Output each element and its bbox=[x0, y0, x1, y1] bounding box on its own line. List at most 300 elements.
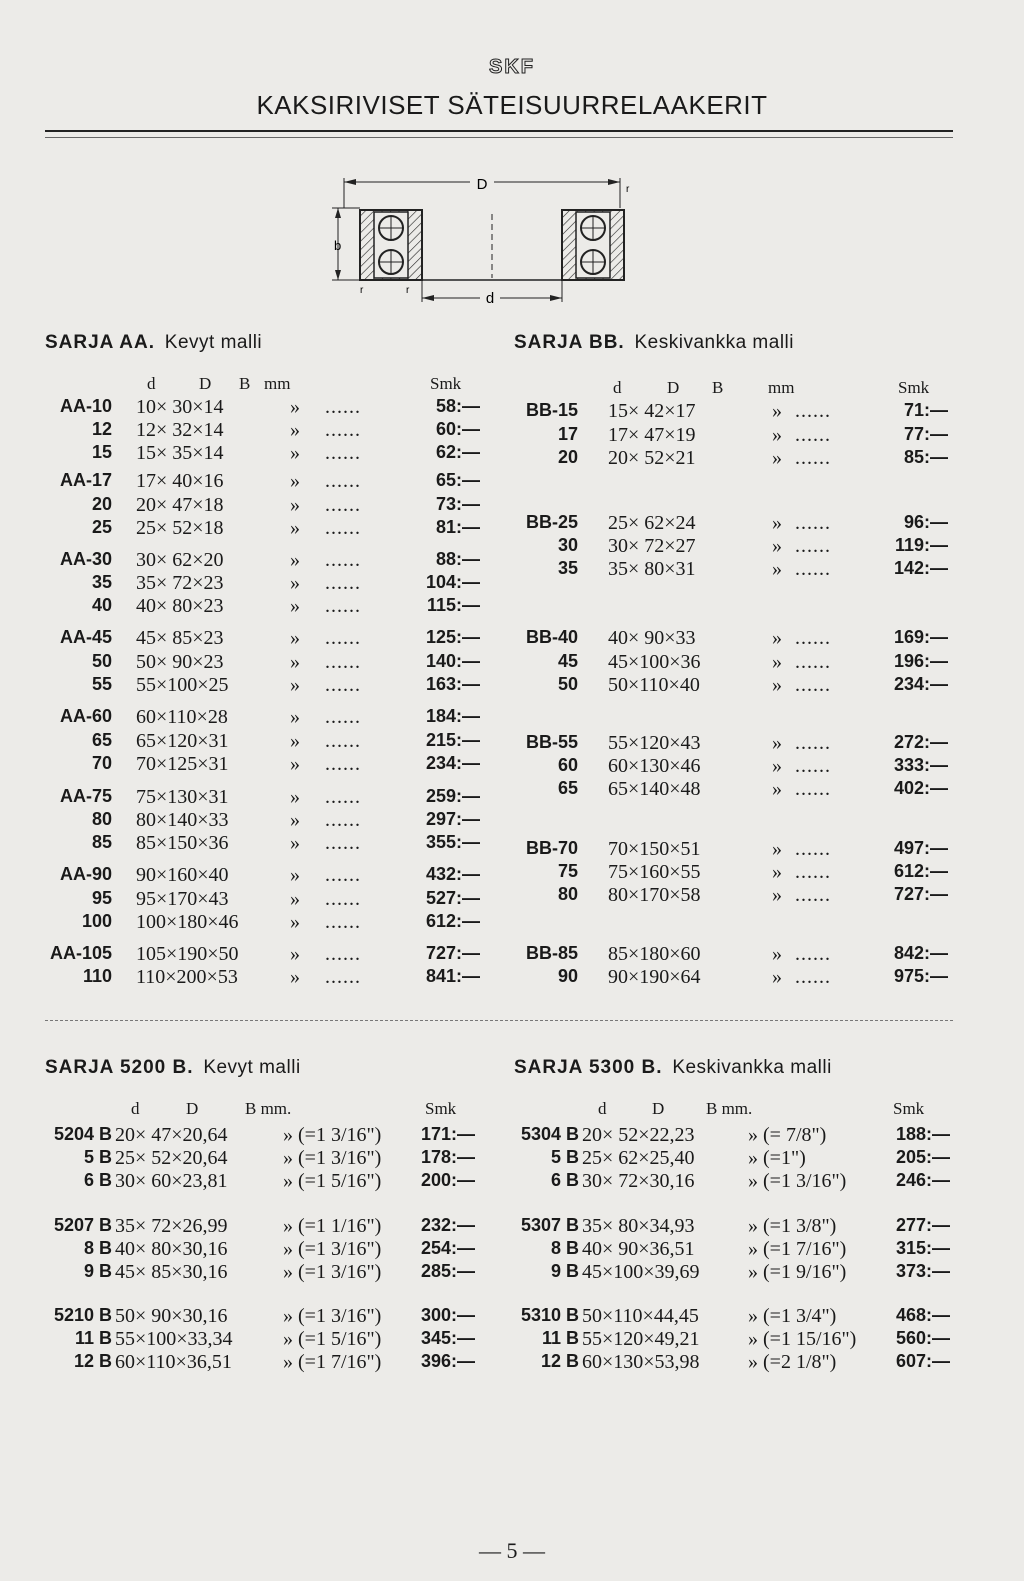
ditto-mark: » bbox=[290, 396, 300, 418]
price: 142:— bbox=[893, 558, 948, 578]
bearing-code: 6 B bbox=[550, 1170, 579, 1190]
leader-dots: ...... bbox=[325, 595, 361, 617]
ditto-mark: » bbox=[772, 884, 782, 906]
dimensions: 50× 90×23 bbox=[136, 651, 224, 673]
dimensions: 60×110×36,51 bbox=[115, 1351, 232, 1373]
bearing-code: AA-60 bbox=[59, 706, 112, 726]
dimensions: 90×190×64 bbox=[608, 966, 701, 988]
table-row bbox=[0, 1238, 1024, 1262]
ditto-mark: » bbox=[772, 651, 782, 673]
bearing-code: 8 B bbox=[83, 1238, 112, 1258]
dimensions: 35× 80×31 bbox=[608, 558, 696, 580]
ditto-mark: » bbox=[290, 730, 300, 752]
leader-dots: ...... bbox=[795, 755, 831, 777]
table-row bbox=[0, 911, 1024, 935]
inch-equivalent: » (=1 3/8") bbox=[748, 1215, 837, 1237]
price: 373:— bbox=[895, 1261, 950, 1281]
dimensions: 35× 72×26,99 bbox=[115, 1215, 228, 1237]
inch-equivalent: » (=1 3/16") bbox=[283, 1305, 382, 1327]
ditto-mark: » bbox=[290, 832, 300, 854]
inch-equivalent: » (=1 5/16") bbox=[283, 1170, 382, 1192]
page-number: — 5 — bbox=[479, 1538, 545, 1563]
bearing-code: 20 bbox=[557, 447, 578, 467]
leader-dots: ...... bbox=[325, 396, 361, 418]
leader-dots: ...... bbox=[325, 651, 361, 673]
bearing-code: 35 bbox=[557, 558, 578, 578]
dimensions: 25× 62×25,40 bbox=[582, 1147, 695, 1169]
table-row bbox=[0, 595, 1024, 619]
bearing-code: AA-30 bbox=[59, 549, 112, 569]
series-aa-code: SARJA AA. bbox=[45, 332, 155, 353]
ditto-mark: » bbox=[290, 911, 300, 933]
price: 396:— bbox=[420, 1351, 475, 1371]
5200-colhead-B: B mm. bbox=[245, 1099, 292, 1118]
dimensions: 110×200×53 bbox=[136, 966, 238, 988]
dimensions: 85×150×36 bbox=[136, 832, 229, 854]
bearing-code: 5204 B bbox=[53, 1124, 112, 1144]
bearing-code: 65 bbox=[557, 778, 578, 798]
dimensions: 55×120×43 bbox=[608, 732, 701, 754]
dimensions: 17× 47×19 bbox=[608, 424, 696, 446]
dimensions: 30× 62×20 bbox=[136, 549, 224, 571]
bearing-code: 9 B bbox=[83, 1261, 112, 1281]
ditto-mark: » bbox=[772, 861, 782, 883]
bearing-code: 25 bbox=[91, 517, 112, 537]
ditto-mark: » bbox=[290, 470, 300, 492]
skf-logo: SKF bbox=[489, 56, 535, 78]
bearing-code: BB-55 bbox=[525, 732, 578, 752]
leader-dots: ...... bbox=[795, 732, 831, 754]
price: 246:— bbox=[895, 1170, 950, 1190]
dimensions: 45×100×39,69 bbox=[582, 1261, 700, 1283]
leader-dots: ...... bbox=[325, 419, 361, 441]
label-outer-diameter: D bbox=[476, 178, 488, 193]
bearing-code: AA-10 bbox=[59, 396, 112, 416]
table-row bbox=[0, 861, 1024, 885]
5300-colhead-d: d bbox=[598, 1099, 607, 1118]
dimensions: 90×160×40 bbox=[136, 864, 229, 886]
price: 200:— bbox=[420, 1170, 475, 1190]
series-5200-code: SARJA 5200 B. bbox=[45, 1057, 194, 1078]
inch-equivalent: » (= 7/8") bbox=[748, 1124, 827, 1146]
bearing-code: 15 bbox=[91, 442, 112, 462]
price: 297:— bbox=[425, 809, 480, 829]
bearing-code: 12 bbox=[91, 419, 112, 439]
5200-colhead-d: d bbox=[131, 1099, 140, 1118]
table-row bbox=[0, 809, 1024, 833]
inch-equivalent: » (=1 3/16") bbox=[283, 1238, 382, 1260]
dimensions: 65×140×48 bbox=[608, 778, 701, 800]
dimensions: 20× 52×21 bbox=[608, 447, 696, 469]
price: 333:— bbox=[893, 755, 948, 775]
inch-equivalent: » (=2 1/8") bbox=[748, 1351, 837, 1373]
series-5300-subtitle: Keskivankka malli bbox=[672, 1057, 832, 1078]
price: 196:— bbox=[893, 651, 948, 671]
table-row bbox=[0, 706, 1024, 730]
bearing-code: 110 bbox=[82, 966, 112, 986]
dimensions: 45× 85×30,16 bbox=[115, 1261, 228, 1283]
dimensions: 70×150×51 bbox=[608, 838, 701, 860]
leader-dots: ...... bbox=[795, 424, 831, 446]
bearing-code: 12 B bbox=[73, 1351, 112, 1371]
ditto-mark: » bbox=[290, 494, 300, 516]
table-row bbox=[0, 1261, 1024, 1285]
leader-dots: ...... bbox=[325, 549, 361, 571]
inch-equivalent: » (=1 3/4") bbox=[748, 1305, 837, 1327]
bb-colhead-unit: mm bbox=[768, 378, 795, 397]
leader-dots: ...... bbox=[795, 651, 831, 673]
price: 62:— bbox=[435, 442, 480, 462]
dimensions: 17× 40×16 bbox=[136, 470, 224, 492]
table-row bbox=[0, 424, 1024, 448]
5300-colhead-D: D bbox=[652, 1099, 665, 1118]
price: 432:— bbox=[425, 864, 480, 884]
bearing-code: 12 B bbox=[540, 1351, 579, 1371]
label-radius-right: r bbox=[626, 184, 630, 195]
dimensions: 25× 52×18 bbox=[136, 517, 224, 539]
leader-dots: ...... bbox=[795, 400, 831, 422]
price: 96:— bbox=[903, 512, 948, 532]
leader-dots: ...... bbox=[325, 911, 361, 933]
inch-equivalent: » (=1 3/16") bbox=[748, 1170, 847, 1192]
ditto-mark: » bbox=[290, 517, 300, 539]
price: 612:— bbox=[893, 861, 948, 881]
series-bb-code: SARJA BB. bbox=[514, 332, 625, 353]
ditto-mark: » bbox=[772, 778, 782, 800]
title-rule bbox=[45, 130, 953, 132]
table-row bbox=[0, 1328, 1024, 1352]
table-row bbox=[0, 400, 1024, 424]
table-row bbox=[0, 732, 1024, 756]
bearing-code: 80 bbox=[91, 809, 112, 829]
bearing-code: 30 bbox=[557, 535, 578, 555]
ditto-mark: » bbox=[772, 512, 782, 534]
5300-colhead-currency: Smk bbox=[893, 1099, 925, 1118]
dimensions: 20× 47×18 bbox=[136, 494, 224, 516]
price: 163:— bbox=[425, 674, 480, 694]
leader-dots: ...... bbox=[795, 512, 831, 534]
price: 497:— bbox=[893, 838, 948, 858]
inch-equivalent: » (=1 7/16") bbox=[283, 1351, 382, 1373]
ditto-mark: » bbox=[290, 786, 300, 808]
bearing-code: 90 bbox=[557, 966, 578, 986]
leader-dots: ...... bbox=[795, 861, 831, 883]
series-5300-code: SARJA 5300 B. bbox=[514, 1057, 663, 1078]
table-row bbox=[0, 535, 1024, 559]
leader-dots: ...... bbox=[795, 778, 831, 800]
ditto-mark: » bbox=[290, 549, 300, 571]
price: 188:— bbox=[895, 1124, 950, 1144]
bearing-code: 50 bbox=[557, 674, 578, 694]
bearing-code: 35 bbox=[91, 572, 112, 592]
dimensions: 25× 52×20,64 bbox=[115, 1147, 228, 1169]
5200-colhead-D: D bbox=[186, 1099, 199, 1118]
price: 73:— bbox=[435, 494, 480, 514]
dimensions: 35× 80×34,93 bbox=[582, 1215, 695, 1237]
price: 842:— bbox=[893, 943, 948, 963]
ditto-mark: » bbox=[772, 943, 782, 965]
dimensions: 25× 62×24 bbox=[608, 512, 696, 534]
leader-dots: ...... bbox=[325, 706, 361, 728]
price: 272:— bbox=[893, 732, 948, 752]
price: 527:— bbox=[425, 888, 480, 908]
ditto-mark: » bbox=[290, 864, 300, 886]
leader-dots: ...... bbox=[325, 832, 361, 854]
leader-dots: ...... bbox=[325, 730, 361, 752]
leader-dots: ...... bbox=[325, 966, 361, 988]
leader-dots: ...... bbox=[795, 558, 831, 580]
price: 727:— bbox=[425, 943, 480, 963]
label-radius-left: r bbox=[360, 285, 364, 296]
ditto-mark: » bbox=[290, 809, 300, 831]
price: 612:— bbox=[425, 911, 480, 931]
price: 285:— bbox=[420, 1261, 475, 1281]
dimensions: 45× 85×23 bbox=[136, 627, 224, 649]
bearing-code: AA-90 bbox=[59, 864, 112, 884]
dimensions: 105×190×50 bbox=[136, 943, 239, 965]
dimensions: 75×160×55 bbox=[608, 861, 701, 883]
dimensions: 55×100×25 bbox=[136, 674, 229, 696]
price: 115:— bbox=[426, 595, 480, 615]
price: 81:— bbox=[435, 517, 480, 537]
price: 178:— bbox=[420, 1147, 475, 1167]
bb-colhead-d: d bbox=[613, 378, 622, 397]
ditto-mark: » bbox=[772, 627, 782, 649]
table-row bbox=[0, 470, 1024, 494]
leader-dots: ...... bbox=[325, 864, 361, 886]
table-row bbox=[0, 943, 1024, 967]
table-row bbox=[0, 674, 1024, 698]
ditto-mark: » bbox=[290, 674, 300, 696]
bearing-code: 5210 B bbox=[53, 1305, 112, 1325]
leader-dots: ...... bbox=[795, 447, 831, 469]
bearing-code: AA-17 bbox=[59, 470, 112, 490]
inch-equivalent: » (=1 5/16") bbox=[283, 1328, 382, 1350]
ditto-mark: » bbox=[772, 838, 782, 860]
label-width: b bbox=[334, 238, 342, 253]
bearing-code: 65 bbox=[91, 730, 112, 750]
price: 205:— bbox=[895, 1147, 950, 1167]
leader-dots: ...... bbox=[795, 674, 831, 696]
price: 119:— bbox=[894, 535, 948, 555]
bearing-code: 5304 B bbox=[520, 1124, 579, 1144]
dimensions: 95×170×43 bbox=[136, 888, 229, 910]
ditto-mark: » bbox=[772, 755, 782, 777]
price: 345:— bbox=[420, 1328, 475, 1348]
bb-colhead-D: D bbox=[667, 378, 680, 397]
dimensions: 30× 60×23,81 bbox=[115, 1170, 228, 1192]
bearing-code: BB-40 bbox=[525, 627, 578, 647]
bearing-code: 60 bbox=[557, 755, 578, 775]
table-row bbox=[0, 447, 1024, 471]
inch-equivalent: » (=1 7/16") bbox=[748, 1238, 847, 1260]
price: 58:— bbox=[435, 396, 480, 416]
bearing-code: 5310 B bbox=[520, 1305, 579, 1325]
dimensions: 85×180×60 bbox=[608, 943, 701, 965]
bearing-code: 85 bbox=[91, 832, 112, 852]
price: 254:— bbox=[420, 1238, 475, 1258]
5300-colhead-B: B mm. bbox=[706, 1099, 753, 1118]
bearing-code: 20 bbox=[91, 494, 112, 514]
page-title: KAKSIRIVISET SÄTEISUURRELAAKERIT bbox=[256, 90, 768, 120]
bearing-code: 95 bbox=[91, 888, 112, 908]
table-row bbox=[0, 778, 1024, 802]
dimensions: 15× 42×17 bbox=[608, 400, 696, 422]
series-5200-heading bbox=[45, 1057, 301, 1079]
leader-dots: ...... bbox=[795, 966, 831, 988]
inch-equivalent: » (=1 3/16") bbox=[283, 1147, 382, 1169]
dimensions: 15× 35×14 bbox=[136, 442, 224, 464]
bearing-code: 11 B bbox=[74, 1328, 112, 1348]
dimensions: 50×110×40 bbox=[608, 674, 700, 696]
ditto-mark: » bbox=[772, 447, 782, 469]
dimensions: 70×125×31 bbox=[136, 753, 229, 775]
label-radius-inner: r bbox=[406, 285, 410, 296]
leader-dots: ...... bbox=[325, 809, 361, 831]
inch-equivalent: » (=1 3/16") bbox=[283, 1124, 382, 1146]
bearing-cross-section-diagram bbox=[330, 178, 640, 308]
price: 234:— bbox=[893, 674, 948, 694]
ditto-mark: » bbox=[290, 943, 300, 965]
dimensions: 40× 80×23 bbox=[136, 595, 224, 617]
aa-colhead-B: B bbox=[239, 374, 251, 393]
dimensions: 45×100×36 bbox=[608, 651, 701, 673]
5200-colhead-currency: Smk bbox=[425, 1099, 457, 1118]
leader-dots: ...... bbox=[325, 572, 361, 594]
table-row bbox=[0, 1124, 1024, 1148]
dimensions: 55×120×49,21 bbox=[582, 1328, 700, 1350]
dimensions: 100×180×46 bbox=[136, 911, 239, 933]
series-bb-heading bbox=[514, 332, 794, 354]
bearing-code: BB-25 bbox=[525, 512, 578, 532]
ditto-mark: » bbox=[772, 558, 782, 580]
price: 184:— bbox=[425, 706, 480, 726]
ditto-mark: » bbox=[290, 753, 300, 775]
dimensions: 40× 90×33 bbox=[608, 627, 696, 649]
price: 125:— bbox=[425, 627, 480, 647]
aa-colhead-d: d bbox=[147, 374, 156, 393]
leader-dots: ...... bbox=[325, 470, 361, 492]
bearing-code: 55 bbox=[91, 674, 112, 694]
bearing-code: BB-15 bbox=[525, 400, 578, 420]
dimensions: 35× 72×23 bbox=[136, 572, 224, 594]
price: 300:— bbox=[420, 1305, 475, 1325]
dimensions: 65×120×31 bbox=[136, 730, 229, 752]
price: 402:— bbox=[893, 778, 948, 798]
label-bore-diameter: d bbox=[485, 290, 495, 307]
price: 65:— bbox=[435, 470, 480, 490]
ditto-mark: » bbox=[290, 888, 300, 910]
table-row bbox=[0, 838, 1024, 862]
series-5200-subtitle: Kevyt malli bbox=[203, 1057, 301, 1078]
dimensions: 30× 72×27 bbox=[608, 535, 696, 557]
price: 607:— bbox=[895, 1351, 950, 1371]
price: 232:— bbox=[420, 1215, 475, 1235]
price: 71:— bbox=[903, 400, 948, 420]
bearing-code: 5 B bbox=[550, 1147, 579, 1167]
bearing-code: 17 bbox=[557, 424, 578, 444]
ditto-mark: » bbox=[290, 627, 300, 649]
dimensions: 50× 90×30,16 bbox=[115, 1305, 228, 1327]
bb-colhead-B: B bbox=[712, 378, 724, 397]
price: 259:— bbox=[425, 786, 480, 806]
price: 88:— bbox=[435, 549, 480, 569]
table-row bbox=[0, 558, 1024, 582]
bearing-code: 80 bbox=[557, 884, 578, 904]
price: 277:— bbox=[895, 1215, 950, 1235]
table-row bbox=[0, 627, 1024, 651]
price: 315:— bbox=[895, 1238, 950, 1258]
leader-dots: ...... bbox=[325, 753, 361, 775]
leader-dots: ...... bbox=[325, 674, 361, 696]
aa-colhead-unit: mm bbox=[264, 374, 291, 393]
leader-dots: ...... bbox=[795, 943, 831, 965]
leader-dots: ...... bbox=[795, 627, 831, 649]
dimensions: 30× 72×30,16 bbox=[582, 1170, 695, 1192]
dimensions: 40× 80×30,16 bbox=[115, 1238, 228, 1260]
leader-dots: ...... bbox=[325, 627, 361, 649]
ditto-mark: » bbox=[290, 651, 300, 673]
inch-equivalent: » (=1 3/16") bbox=[283, 1261, 382, 1283]
leader-dots: ...... bbox=[325, 888, 361, 910]
bb-colhead-currency: Smk bbox=[898, 378, 930, 397]
leader-dots: ...... bbox=[325, 943, 361, 965]
ditto-mark: » bbox=[290, 595, 300, 617]
leader-dots: ...... bbox=[795, 838, 831, 860]
bearing-code: 9 B bbox=[550, 1261, 579, 1281]
bearing-code: 6 B bbox=[83, 1170, 112, 1190]
leader-dots: ...... bbox=[795, 884, 831, 906]
price: 841:— bbox=[425, 966, 480, 986]
price: 77:— bbox=[903, 424, 948, 444]
bearing-code: AA-45 bbox=[59, 627, 112, 647]
price: 560:— bbox=[895, 1328, 950, 1348]
table-row bbox=[0, 1170, 1024, 1194]
ditto-mark: » bbox=[290, 419, 300, 441]
price: 140:— bbox=[425, 651, 480, 671]
price: 60:— bbox=[435, 419, 480, 439]
ditto-mark: » bbox=[772, 535, 782, 557]
dimensions: 12× 32×14 bbox=[136, 419, 224, 441]
inch-equivalent: » (=1 1/16") bbox=[283, 1215, 382, 1237]
table-row bbox=[0, 755, 1024, 779]
price: 104:— bbox=[425, 572, 480, 592]
price: 468:— bbox=[895, 1305, 950, 1325]
series-bb-subtitle: Keskivankka malli bbox=[634, 332, 794, 353]
series-5300-heading bbox=[514, 1057, 832, 1079]
bearing-code: AA-105 bbox=[49, 943, 112, 963]
leader-dots: ...... bbox=[325, 786, 361, 808]
price: 727:— bbox=[893, 884, 948, 904]
leader-dots: ...... bbox=[325, 517, 361, 539]
price: 169:— bbox=[893, 627, 948, 647]
inch-equivalent: » (=1 9/16") bbox=[748, 1261, 847, 1283]
ditto-mark: » bbox=[290, 442, 300, 464]
bearing-code: 70 bbox=[91, 753, 112, 773]
dimensions: 55×100×33,34 bbox=[115, 1328, 233, 1350]
dimensions: 20× 47×20,64 bbox=[115, 1124, 228, 1146]
bearing-code: BB-85 bbox=[525, 943, 578, 963]
bearing-code: 45 bbox=[557, 651, 578, 671]
bearing-code: 50 bbox=[91, 651, 112, 671]
ditto-mark: » bbox=[290, 572, 300, 594]
table-row bbox=[0, 1147, 1024, 1171]
table-row bbox=[0, 884, 1024, 908]
title-rule-thin bbox=[45, 137, 953, 138]
inch-equivalent: » (=1 15/16") bbox=[748, 1328, 857, 1350]
series-aa-heading bbox=[45, 332, 262, 354]
dimensions: 60×130×53,98 bbox=[582, 1351, 700, 1373]
